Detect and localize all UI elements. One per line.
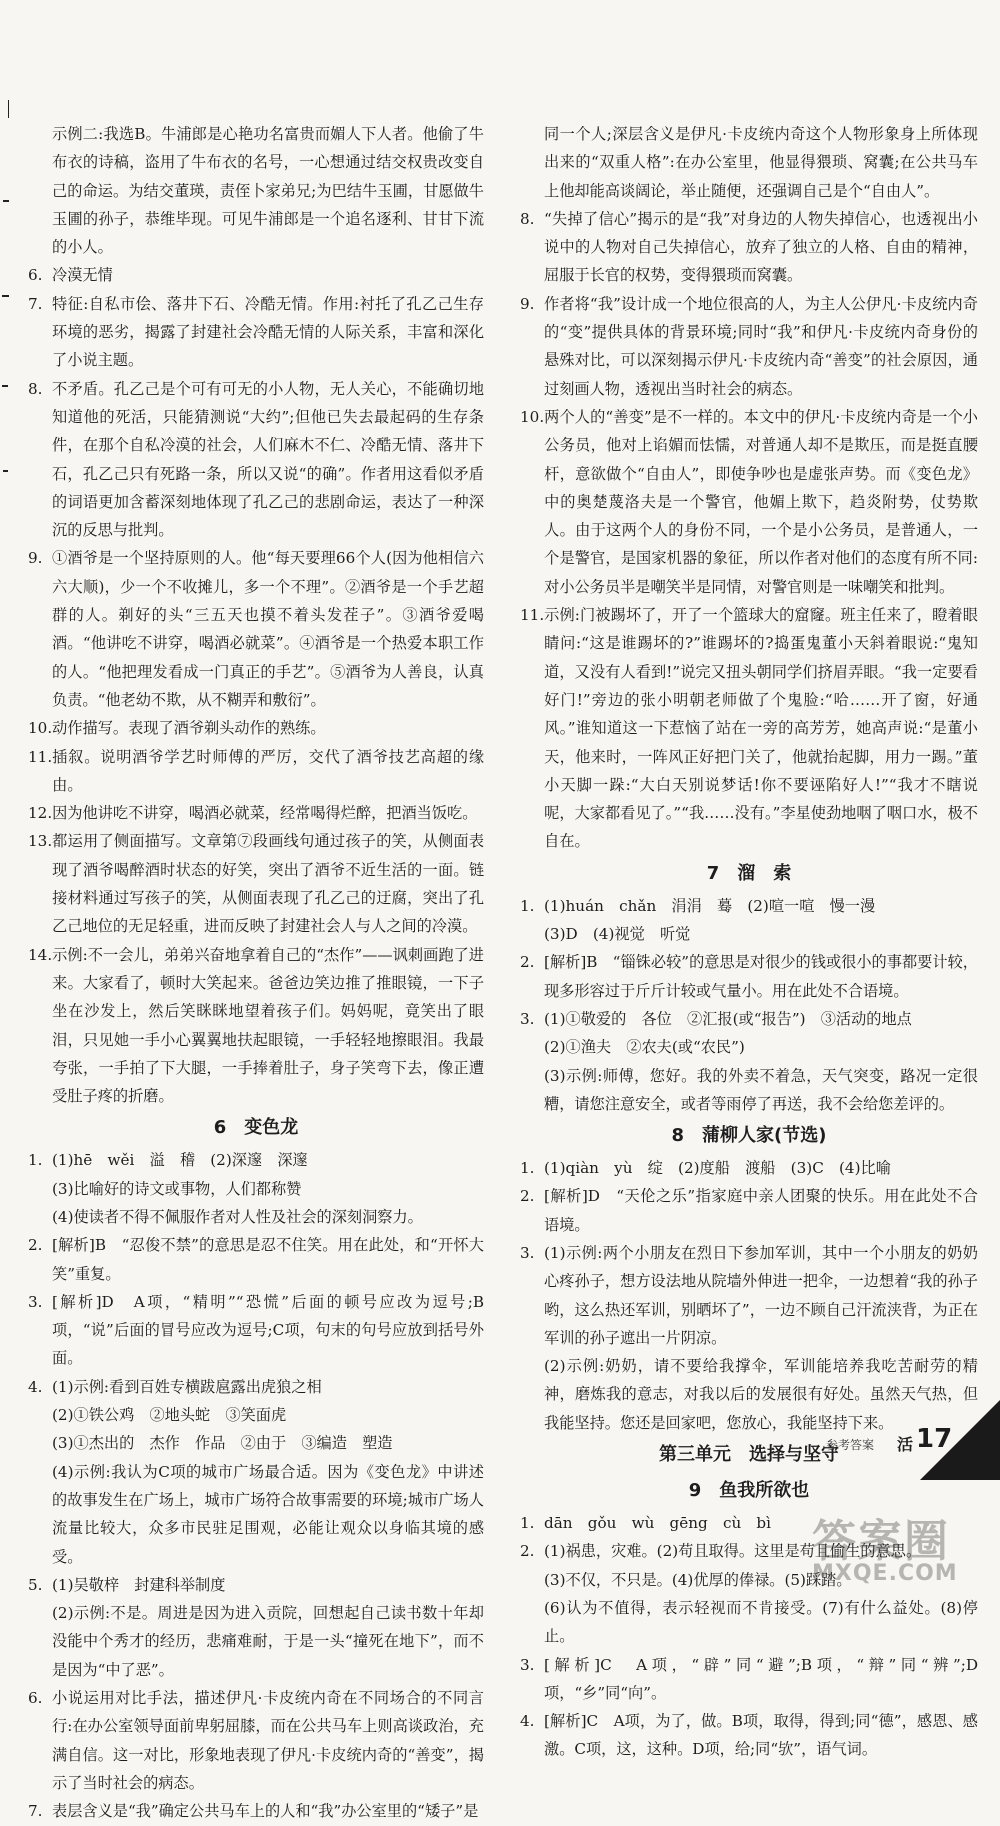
answer-item (28, 120, 484, 261)
item-subline: (3)D (4)视觉 听觉 (544, 925, 691, 944)
item-number: 8. (28, 379, 43, 398)
item-number: 7. (28, 1802, 43, 1821)
item-text: 都运用了侧面描写。文章第⑦段画线句通过孩子的笑，从侧面表现了酒爷喝醉酒时状态的好笑，突出了酒爷不近生活的一面。链接材料通过写孩子的笑，从侧面表现了孔乙己的迂腐，突出了孔乙己地位的无足轻重，进而反映了封建社会人与人之间的冷漠。 (52, 832, 484, 936)
item-number (28, 120, 52, 261)
item-number: 8. (520, 209, 535, 228)
item-number: 13. (28, 832, 53, 851)
item-number: 7. (28, 294, 43, 313)
item-number: 3. (520, 1009, 535, 1028)
item-number: 3. (520, 1655, 535, 1674)
item-text: 小说运用对比手法，描述伊凡·卡皮统内奇在不同场合的不同言行:在办公室领导面前卑躬屈膝，而在公共马车上则高谈政治，充满自信。这一对比，形象地表现了伊凡·卡皮统内奇的“善变”，揭示了当时社会的病态。 (52, 1689, 484, 1792)
answer-item (28, 1373, 484, 1401)
item-text: 特征:自私市侩、落井下石、冷酷无情。作用:衬托了孔乙己生存环境的恶劣，揭露了封建社会冷酷无情的人际关系，丰富和深化了小说主题。 (52, 294, 484, 370)
item-subline: (3)①杰出的 杰作 作品 ②由于 ③编造 塑造 (52, 1434, 393, 1453)
section-heading: 6 变色龙 (213, 1117, 299, 1139)
watermark (812, 1505, 958, 1586)
item-number: 2. (520, 1187, 535, 1206)
answer-item (520, 1239, 978, 1352)
item-text: 插叙。说明酒爷学艺时师傅的严厉，交代了酒爷技艺高超的缘由。 (52, 747, 484, 794)
item-text: (1)qiàn yù 绽 (2)度船 渡船 (3)C (4)比喻 (544, 1159, 891, 1178)
item-text: 作者将“我”设计成一个地位很高的人，为主人公伊凡·卡皮统内奇的“变”提供具体的背景环境;同时“我”和伊凡·卡皮统内奇身份的悬殊对比，可以深刻揭示伊凡·卡皮统内奇“善变”的社会原因，通过刻画人物，透视出当时社会的病态。 (544, 294, 978, 398)
answer-item (28, 1146, 484, 1174)
item-text: 同一个人;深层含义是伊凡·卡皮统内奇这个人物形象身上所体现出来的“双重人格”:在办公室里，他显得猥琐、窝囊;在公共马车上他却能高谈阔论，举止随便，还强调自己是个“自由人”。 (544, 125, 978, 200)
item-number: 4. (520, 1712, 535, 1731)
section-heading: 9 鱼我所欲也 (688, 1480, 810, 1502)
item-number: 11. (28, 747, 53, 766)
answer-item (28, 290, 484, 375)
answer-item (520, 892, 978, 920)
footer-label: 参考答案 (826, 1438, 875, 1452)
item-text: 动作描写。表现了酒爷剃头动作的熟练。 (52, 719, 326, 738)
item-number: 2. (520, 953, 535, 972)
item-text: 表层含义是“我”确定公共马车上的人和“我”办公室里的“矮子”是 (52, 1802, 479, 1821)
answer-item (28, 743, 484, 800)
item-number: 3. (520, 1243, 535, 1262)
item-text: 示例二:我选B。牛浦郎是心艳功名富贵而媚人下人者。他偷了牛布衣的诗稿，盗用了牛布衣的名号，一心想通过结交权贵改变自己的命运。为结交董瑛，责侄卜家弟兄;为巴结牛玉圃，甘愿做牛玉圃的孙子，恭维毕现。可见牛浦郎是一个追名逐利、甘甘下流的小人。 (52, 125, 484, 257)
answer-item (520, 601, 978, 856)
answer-item (28, 1797, 484, 1825)
section-heading: 7 溜 索 (706, 862, 792, 884)
item-text: 示例:门被踢坏了，开了一个篮球大的窟窿。班主任来了，瞪着眼睛问:“这是谁踢坏的?”谁踢坏的?捣蛋鬼董小天斜着眼说:“鬼知道，又没有人看到!”说完又扭头朝同学们挤眉弄眼。“我一定要看好门!”旁边的张小明朝老师做了个鬼脸:“哈……开了窗，好通风。”谁知道这一下惹恼了站在一旁的高芳芳，她高声说:“是董小天，他来时，一阵风正好把门关了，他就抬起脚，用力一踢。”董小天脚一跺:“大白天别说梦话!你不要诬陷好人!”“我才不瞎说呢，大家都看见了。”“我……没有。”李星使劲地咽了咽口水，极不自在。 (544, 606, 978, 851)
answer-item (28, 827, 484, 940)
item-number: 6. (28, 1689, 43, 1708)
item-text: 示例:不一会儿，弟弟兴奋地拿着自己的“杰作”——讽刺画跑了进来。大家看了，顿时大笑起来。爸爸边笑边推了推眼镜，一下子坐在沙发上，然后笑眯眯地望着孩子们。妈妈呢，竟笑出了眼泪，只见她一手小心翼翼地扶起眼镜，一手轻轻地擦眼泪。我最夸张，一手拍了下大腿，一手捧着肚子，身子笑弯下去，像正遭受肚子疼的折磨。 (52, 945, 484, 1106)
answer-item (28, 1571, 484, 1599)
item-subline: (3)比喻好的诗文或事物，人们都称赞 (52, 1179, 302, 1198)
item-subline: (6)认为不值得，表示轻视而不肯接受。(7)有什么益处。(8)停止。 (544, 1598, 978, 1646)
answer-item (520, 205, 978, 290)
item-subline: (2)示例:不是。周进是因为进入贡院，回想起自己读书数十年却没能中个秀才的经历，悲痛难耐，于是一头“撞死在地下”，而不是因为“中了恶”。 (52, 1604, 484, 1679)
section-heading: 8 蒲柳人家(节选) (671, 1125, 827, 1147)
item-subline: (2)示例:奶奶，请不要给我撑伞，军训能培养我吃苦耐劳的精神，磨炼我的意志，对我以后的发展很有好处。虽然天气热，但我能坚持。您还是回家吧，您放心，我能坚持下来。 (544, 1357, 978, 1432)
item-number: 10. (520, 407, 545, 426)
item-number: 9. (28, 549, 43, 568)
item-number: 11. (520, 606, 545, 625)
answer-item (520, 403, 978, 601)
answer-item (28, 375, 484, 545)
item-text: dān gǒu wù gēng cù bì (544, 1514, 772, 1533)
item-text: [解析]B “忍俊不禁”的意思是忍不住笑。用在此处，和“开怀大笑”重复。 (52, 1236, 484, 1283)
corner-triangle-decoration (920, 1400, 1000, 1480)
answer-item (28, 544, 484, 714)
footer-prefix: 活 (897, 1435, 914, 1454)
item-text: [解析]C A项，“辟”同“避”;B项，“辩”同“辨”;D项，“乡”同“向”。 (544, 1655, 978, 1702)
section-heading: 第三单元 选择与坚守 (659, 1444, 839, 1466)
item-subline: (4)示例:我认为C项的城市广场最合适。因为《变色龙》中讲述的故事发生在广场上，城市广场符合故事需要的环境;城市广场人流量比较大，众多市民驻足围观，必能让观众以身临其境的感受。 (52, 1462, 484, 1566)
item-text: 不矛盾。孔乙己是个可有可无的小人物，无人关心，不能确切地知道他的死活，只能猜测说“大约”;但他已失去最起码的生存条件，在那个自私冷漠的社会，人们麻木不仁、冷酷无情、落井下石，孔乙己只有死路一条，所以又说“的确”。作者用这看似矛盾的词语更加含蓄深刻地体现了孔乙己的悲剧命运，表达了一种深沉的反思与批判。 (52, 379, 484, 540)
item-number: 2. (28, 1236, 43, 1255)
answer-item (28, 941, 484, 1111)
item-text: (1)示例:两个小朋友在烈日下参加军训，其中一个小朋友的奶奶心疼孙子，想方设法地从院墙外伸进一把伞，一边想着“我的孙子哟，这么热还军训，别晒坏了”，一边不顾自己汗流浃背，为正在军训的孙子遮出一片阴凉。 (544, 1243, 978, 1347)
answer-item (28, 714, 484, 742)
item-text: (1)祸患，灾难。(2)苟且取得。这里是苟且偷生的意思。 (544, 1542, 922, 1561)
answer-item (520, 948, 978, 1005)
item-text: “失掉了信心”揭示的是“我”对身边的人物失掉信心，也透视出小说中的人物对自己失掉信心，放弃了独立的人格、自由的精神，屈服于长官的权势，变得猥琐而窝囊。 (544, 209, 978, 285)
watermark-url: MXQE.COM (812, 1561, 958, 1586)
item-text: [解析]C A项，为了，做。B项，取得，得到;同“德”，感恩、感激。C项，这，这种。D项，给;同“欤”，语气词。 (544, 1712, 978, 1759)
item-subline: (3)示例:师傅，您好。我的外卖不着急，天气突变，路况一定很糟，请您注意安全，或者等雨停了再送，我不会给您差评的。 (544, 1066, 978, 1113)
page-number: 17 (916, 1424, 953, 1454)
watermark-logo: 答案圈 (812, 1516, 950, 1567)
item-subline: (3)不仅，不只是。(4)优厚的俸禄。(5)踩踏。 (544, 1570, 852, 1589)
answer-item (28, 799, 484, 827)
item-number: 6. (28, 266, 43, 285)
answer-item (520, 1005, 978, 1033)
answer-item (520, 1182, 978, 1239)
item-text: (1)示例:看到百姓专横跋扈露出虎狼之相 (52, 1377, 322, 1396)
item-text: [解析]D “天伦之乐”指家庭中亲人团聚的快乐。用在此处不合语境。 (544, 1187, 978, 1234)
item-text: (1)hē wěi 溢 稽 (2)深邃 深邃 (52, 1151, 308, 1170)
item-number: 1. (520, 1514, 535, 1533)
item-number: 5. (28, 1575, 43, 1594)
answer-item (520, 1154, 978, 1182)
item-text: (1)①敬爱的 各位 ②汇报(或“报告”) ③活动的地点 (544, 1009, 912, 1028)
answer-item (520, 120, 978, 205)
item-text: 两个人的“善变”是不一样的。本文中的伊凡·卡皮统内奇是一个小公务员，他对上谄媚而怯懦，对普通人却不是欺压，而是挺直腰杆，意欲做个“自由人”，即使争吵也是虚张声势。而《变色龙》中的奥楚蔑洛夫是一个警官，他媚上欺下，趋炎附势，仗势欺人。由于这两个人的身份不同，一个是小公务员，是普通人，一个是警官，是国家机器的象征，所以作者对他们的态度有所不同:对小公务员半是嘲笑半是同情，对警官则是一味嘲笑和批判。 (544, 407, 978, 596)
item-text: 因为他讲吃不讲穿，喝酒必就菜，经常喝得烂醉，把酒当饭吃。 (52, 804, 478, 823)
item-text: [解析]B “锱铢必较”的意思是对很少的钱或很小的事都要计较，现多形容过于斤斤计较或气量小。用在此处不合语境。 (544, 953, 978, 1000)
item-subline: (2)①渔夫 ②农夫(或“农民”) (544, 1038, 745, 1057)
item-number: 2. (520, 1542, 535, 1561)
item-number: 12. (28, 804, 53, 823)
left-column (28, 120, 484, 1826)
item-number: 3. (28, 1292, 43, 1311)
item-number (520, 120, 544, 205)
item-number: 9. (520, 294, 535, 313)
item-subline: (2)①铁公鸡 ②地头蛇 ③笑面虎 (52, 1406, 287, 1425)
item-number: 1. (28, 1151, 43, 1170)
answer-item (28, 1684, 484, 1797)
item-text: (1)吴敬梓 封建科举制度 (52, 1575, 226, 1594)
item-number: 1. (520, 896, 535, 915)
item-number: 14. (28, 945, 53, 964)
answer-item (28, 261, 484, 289)
answer-item (28, 1288, 484, 1373)
item-text: 冷漠无情 (52, 266, 113, 285)
item-text: [解析]D A项，“精明”“恐慌”后面的顿号应改为逗号;B项，“说”后面的冒号应改为逗号;C项，句末的句号应放到括号外面。 (52, 1292, 484, 1368)
item-subline: (4)使读者不得不佩服作者对人性及社会的深刻洞察力。 (52, 1207, 423, 1226)
answer-item (520, 1651, 978, 1708)
answer-item (28, 1231, 484, 1288)
item-text: (1)huán chǎn 涓涓 蓦 (2)喧一喧 慢一漫 (544, 896, 876, 915)
answer-item (520, 290, 978, 403)
item-number: 1. (520, 1159, 535, 1178)
binding-margin-marks (0, 100, 12, 480)
item-number: 4. (28, 1377, 43, 1396)
answer-item (520, 1707, 978, 1764)
item-number: 10. (28, 719, 53, 738)
item-text: ①酒爷是一个坚持原则的人。他“每天要理66个人(因为他相信六六大顺)，少一个不收摊儿，多一个不理”。②酒爷是一个手艺超群的人。剃好的头“三五天也摸不着头发茬子”。③酒爷爱喝酒。“他讲吃不讲穿，喝酒必就菜”。④酒爷是一个热爱本职工作的人。“他把理发看成一门真正的手艺”。⑤酒爷为人善良，认真负责。“他老幼不欺，从不糊弄和敷衍”。 (52, 549, 484, 709)
